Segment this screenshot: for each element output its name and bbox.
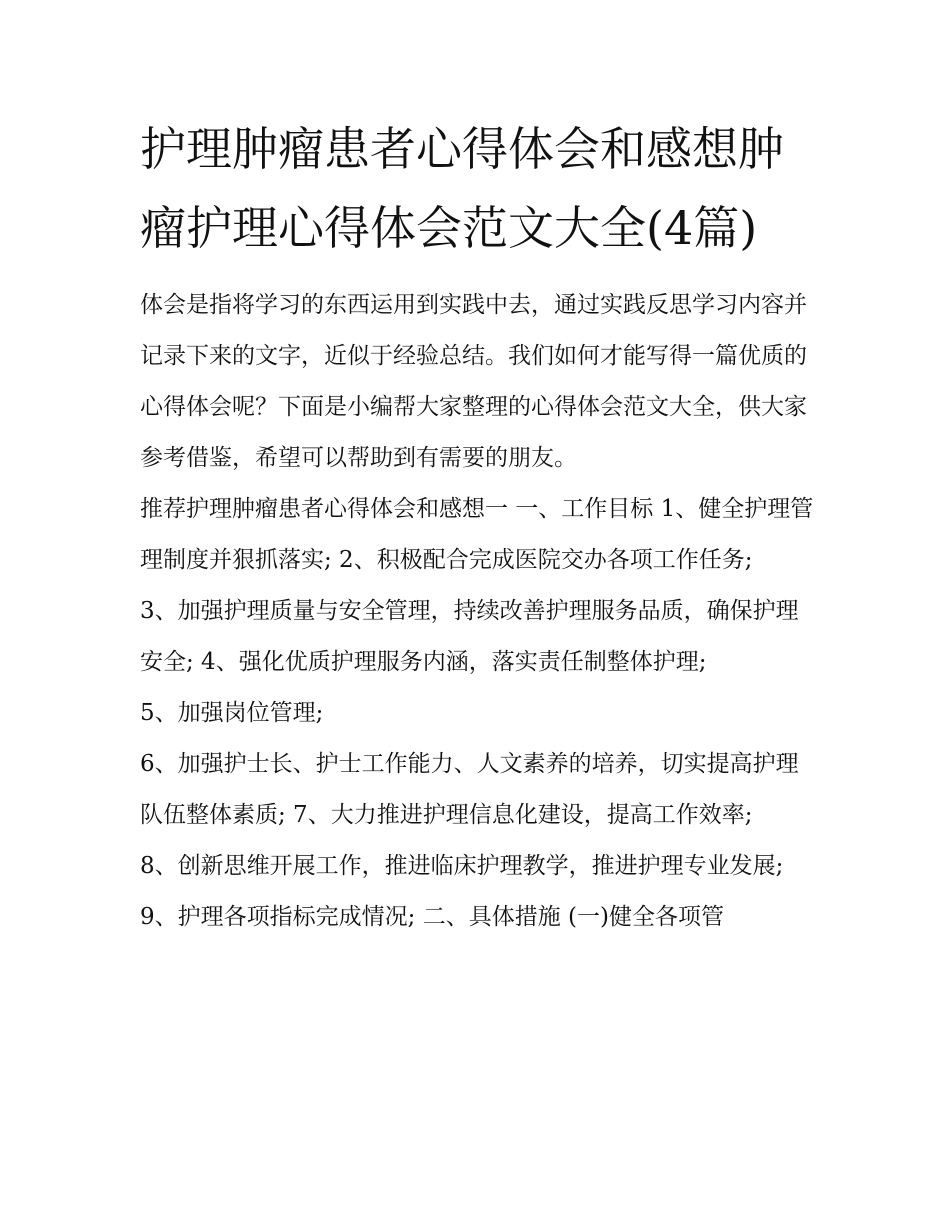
body-paragraph-goals-6: 6、加强护士长、护士工作能力、人文素养的培养，切实提高护理队伍整体素质; 7、大力推进护理信息化建设，提高工作效率; xyxy=(140,751,799,828)
body-paragraph-intro: 体会是指将学习的东西运用到实践中去，通过实践反思学习内容并记录下来的文字，近似于经验总结。我们如何才能写得一篇优质的心得体会呢？下面是小编帮大家整理的心得体会范文大全，供大家参考借鉴，希望可以帮助到有需要的朋友。 xyxy=(140,292,807,471)
document-page xyxy=(140,110,815,943)
document-title: 护理肿瘤患者心得体会和感想肿瘤护理心得体会范文大全(4篇) xyxy=(140,122,784,255)
body-paragraph-goals-3: 3、加强护理质量与安全管理，持续改善护理服务品质，确保护理安全; 4、强化优质护理服务内涵，落实责任制整体护理; xyxy=(140,598,799,675)
body-paragraph-goals-5: 5、加强岗位管理; xyxy=(140,700,324,726)
body-paragraph-goals-8: 8、创新思维开展工作，推进临床护理教学，推进护理专业发展; 9、护理各项指标完成情况; 二、具体措施 (一)健全各项管 xyxy=(140,853,784,930)
body-paragraph-goals-1: 推荐护理肿瘤患者心得体会和感想一 一、工作目标 1、健全护理管理制度并狠抓落实; 2、积极配合完成医院交办各项工作任务; xyxy=(140,496,814,573)
